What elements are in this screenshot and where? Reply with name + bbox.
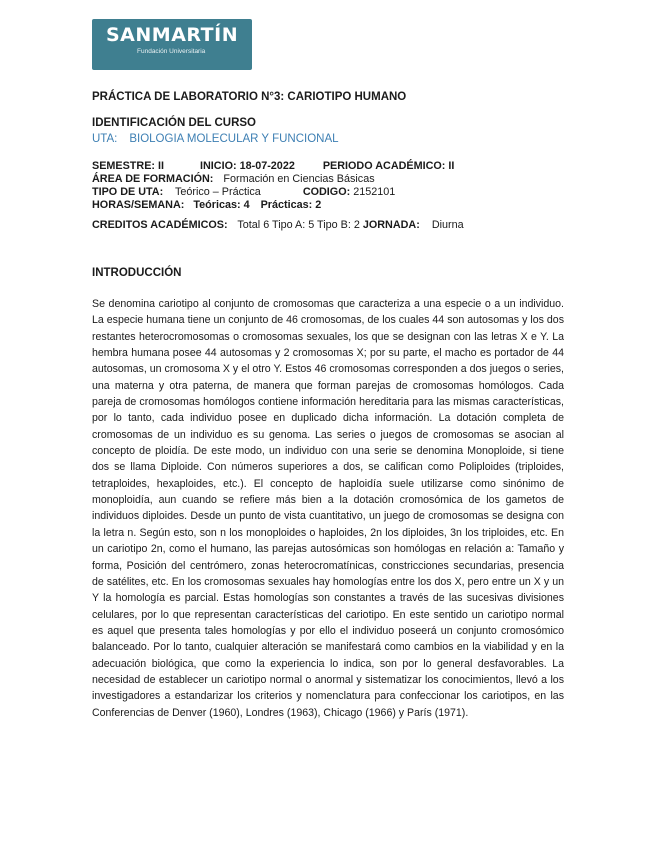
inicio-label: INICIO: [200, 160, 237, 172]
course-section-heading: IDENTIFICACIÓN DEL CURSO [92, 117, 256, 129]
document-title: PRÁCTICA DE LABORATORIO N°3: CARIOTIPO HUMANO [92, 91, 407, 103]
institution-logo [92, 19, 252, 70]
logo-subtitle: Fundación Universitaria [137, 48, 206, 55]
creditos-label: CREDITOS ACADÉMICOS: [92, 219, 228, 231]
area-label: ÁREA DE FORMACIÓN: [92, 173, 214, 185]
introduction-paragraph: Se denomina cariotipo al conjunto de cromosomas que caracteriza a una especie o a un individuo. La especie humana tiene un conjunto de 46 cromosomas, de los cuales 44 son autosomas y los dos restantes heterocromosomas o cromosomas sexuales, los que se designan con las letras X e Y. La hembra humana posee 44 autosomas y 2 cromosomas X; por su parte, el macho es portador de 44 autosomas, un cromosoma X y el otro Y. Estos 46 cromosomas corresponden a dos juegos o series, una materna y otra paterna, de manera que forman parejas de cromosomas homólogos. Cada pareja de cromosomas homólogos contiene información hereditaria para las mismas características, por lo tanto, cada individuo posee en duplicado dicha información. La dotación completa de cromosomas de un individuo es su genoma. Las series o juegos de cromosomas se asocian al concepto de ploidía. De este modo, un individuo con una serie se denomina Monoploide, si tiene dos se llama Diploide. Con números superiores a dos, se califican como Poliploides (triploides, tetraploides, hexaploides, etc.). El concepto de haploidía suele utilizarse como sinónimo de monoploidía, aun cuando se refiere más bien a la dotación cromosómica de los gametos de individuos diploides. Desde un punto de vista cuantitativo, un juego de cromosomas se designa con la letra n. Según esto, son n los monoploides o haploides, 2n los diploides, 3n los triploides, etc. En un cariotipo 2n, como el humano, las parejas autosómicas son homólogas en relación a: Tamaño y forma, Posición del centrómero, zonas heterocromatínicas, constricciones secundarias, presencia de satélites, etc. En los cromosomas sexuales hay homologías entre los dos X, pero entre un X y un Y la homología es parcial. Estas homologías son constantes a través de las sucesivas divisiones celulares, por lo que representan características del cariotipo. En este sentido un cariotipo normal es aquel que presenta tales homologías y por ello el individuo poseerá un conjunto cromosómico balanceado. Por lo tanto, cualquier alteración se manifestará como cambios en la viabilidad y en la adecuación biológica, que como la experiencia lo indica, son por lo general desfavorables. La necesidad de establecer un cariotipo normal o anormal y sistematizar los conocimientos, llevó a los investigadores a estandarizar los criterios y nomenclatura para confeccionar los cariotipos, en las Conferencias de Denver (1960), Londres (1963), Chicago (1966) y París (1971). [92, 298, 564, 719]
horas-label: HORAS/SEMANA: [92, 199, 185, 211]
teoricas-label: Teóricas: [193, 199, 241, 211]
uta-value: BIOLOGIA MOLECULAR Y FUNCIONAL [129, 133, 339, 145]
tipo-label: TIPO DE UTA: [92, 186, 164, 198]
tipo-row [92, 186, 395, 198]
jornada-value: Diurna [431, 219, 464, 231]
creditos-value: Total 6 Tipo A: 5 Tipo B: 2 [237, 219, 360, 231]
semestre-row [92, 160, 454, 172]
inicio-value: 18-07-2022 [239, 160, 295, 172]
uta-line [92, 133, 339, 145]
periodo-label: PERIODO ACADÉMICO: [322, 160, 446, 172]
area-value: Formación en Ciencias Básicas [223, 173, 375, 185]
codigo-label: CODIGO: [302, 186, 351, 198]
creditos-row [92, 219, 464, 231]
logo-brand: SANMARTÍN [106, 24, 239, 46]
introduction-heading: INTRODUCCIÓN [92, 267, 182, 279]
practicas-label: Prácticas: [260, 199, 313, 211]
uta-label: UTA: [92, 133, 118, 145]
tipo-value: Teórico – Práctica [175, 186, 261, 198]
horas-row [92, 199, 321, 211]
codigo-value: 2152101 [353, 186, 396, 198]
area-row [92, 173, 375, 185]
practicas-value: 2 [315, 199, 322, 211]
semestre-label: SEMESTRE: [92, 160, 155, 172]
teoricas-value: 4 [243, 199, 250, 211]
jornada-label: JORNADA: [362, 219, 420, 231]
periodo-value: II [448, 160, 455, 172]
semestre-value: II [158, 160, 164, 172]
